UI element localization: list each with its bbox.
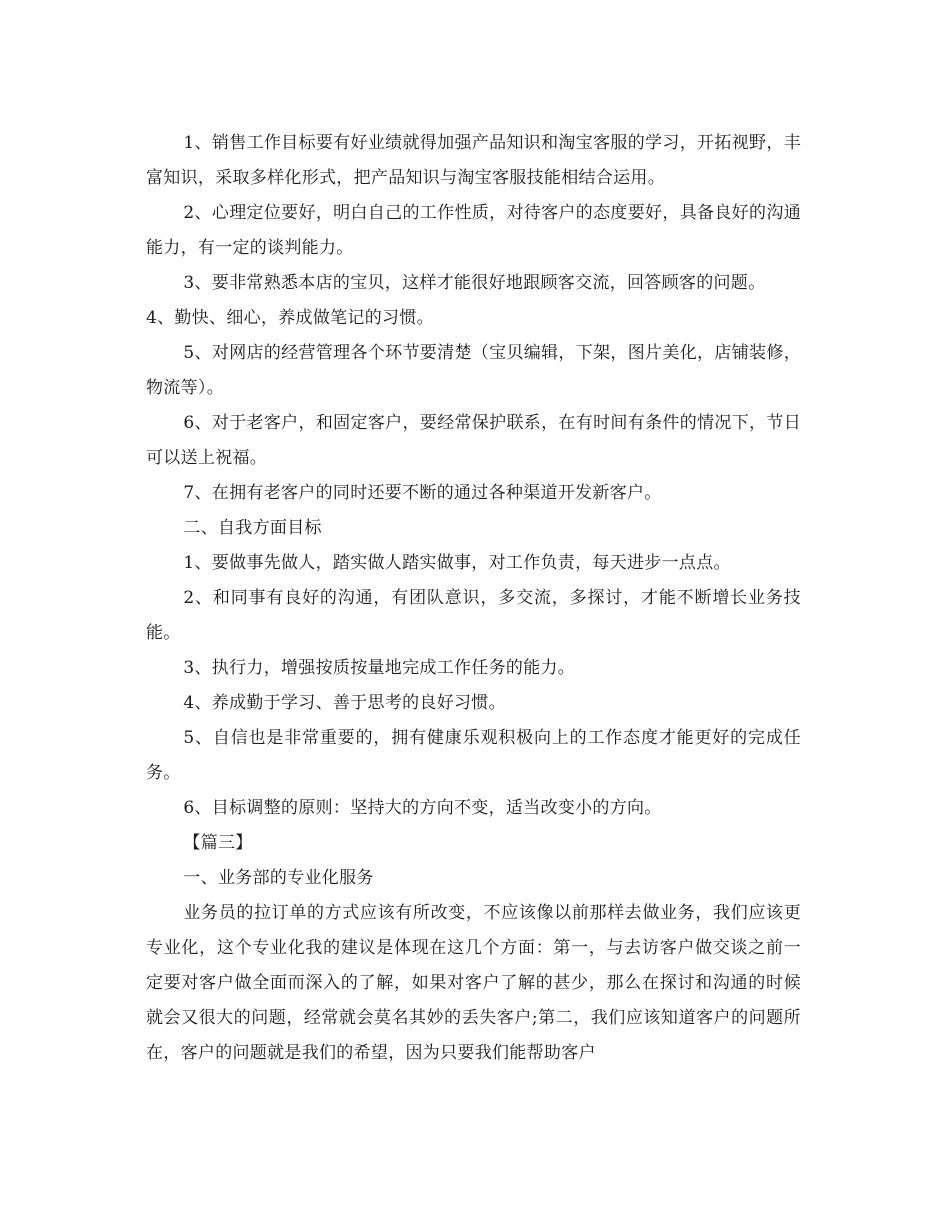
paragraph-sales-7: 7、在拥有老客户的同时还要不断的通过各种渠道开发新客户。 bbox=[183, 483, 662, 503]
paragraph-business-service: 业务员的拉订单的方式应该有所改变，不应该像以前那样去做业务，我们应该更专业化，这个专业化我的建议是体现在这几个方面：第一，与去访客户做交谈之前一定要对客户做全面而深入的了解，如果对客户了解的甚少，那么在探讨和沟通的时候就会又很大的问题，经常就会莫名其妙的丢失客户;第二，我们应该知道客户的问题所在，客户的问题就是我们的希望，因为只要我们能帮助客户 bbox=[146, 903, 801, 1063]
paragraph-self-1: 1、要做事先做人，踏实做人踏实做事，对工作负责，每天进步一点点。 bbox=[183, 553, 731, 573]
document-page bbox=[146, 126, 801, 1071]
section-heading-business-service: 一、业务部的专业化服务 bbox=[183, 868, 374, 888]
paragraph-sales-5: 5、对网店的经营管理各个环节要清楚（宝贝编辑，下架，图片美化，店铺装修，物流等）。 bbox=[146, 343, 801, 398]
section-heading-self-goals: 二、自我方面目标 bbox=[183, 518, 322, 538]
paragraph-sales-4: 4、勤快、细心，养成做笔记的习惯。 bbox=[146, 308, 434, 328]
paragraph-sales-1: 1、销售工作目标要有好业绩就得加强产品知识和淘宝客服的学习，开拓视野，丰富知识，采取多样化形式，把产品知识与淘宝客服技能相结合运用。 bbox=[146, 133, 801, 188]
paragraph-sales-6: 6、对于老客户，和固定客户，要经常保护联系，在有时间有条件的情况下，节日可以送上祝福。 bbox=[146, 413, 801, 468]
chapter-heading-part-three: 【篇三】 bbox=[183, 833, 253, 853]
paragraph-self-3: 3、执行力，增强按质按量地完成工作任务的能力。 bbox=[183, 658, 576, 678]
paragraph-self-6: 6、目标调整的原则：坚持大的方向不变，适当改变小的方向。 bbox=[183, 798, 662, 818]
paragraph-self-2: 2、和同事有良好的沟通，有团队意识，多交流，多探讨，才能不断增长业务技能。 bbox=[146, 588, 801, 643]
paragraph-self-5: 5、自信也是非常重要的，拥有健康乐观积极向上的工作态度才能更好的完成任务。 bbox=[146, 728, 801, 783]
paragraph-self-4: 4、养成勤于学习、善于思考的良好习惯。 bbox=[183, 693, 506, 713]
paragraph-sales-2: 2、心理定位要好，明白自己的工作性质，对待客户的态度要好，具备良好的沟通能力，有一定的谈判能力。 bbox=[146, 203, 801, 258]
paragraph-sales-3: 3、要非常熟悉本店的宝贝，这样才能很好地跟顾客交流，回答顾客的问题。 bbox=[183, 273, 766, 293]
